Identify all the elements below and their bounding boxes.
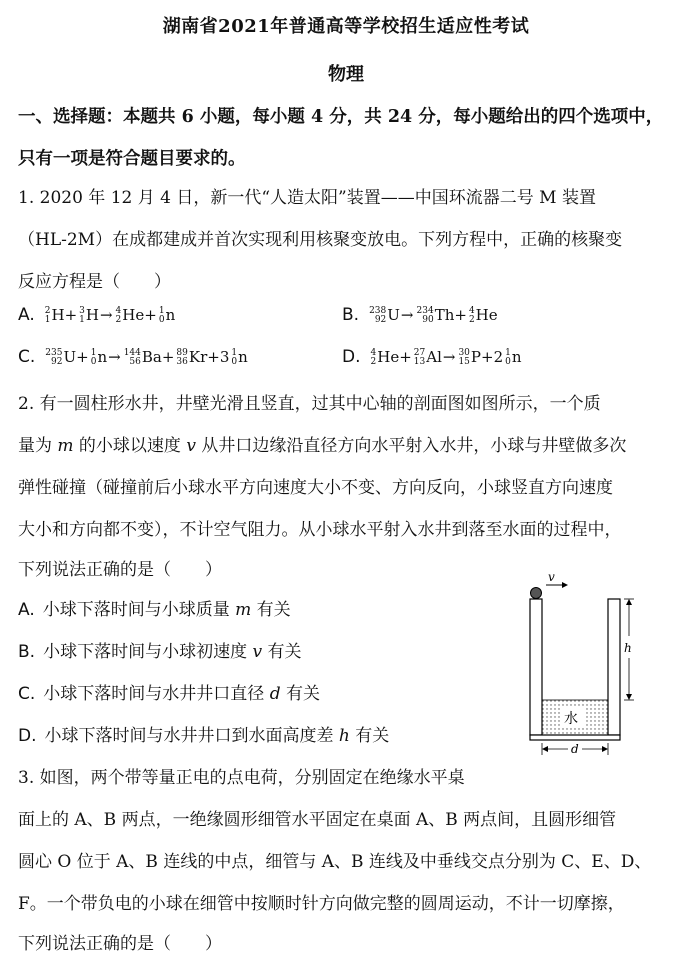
q2-option-b[interactable]: B. 小球下落时间与小球初速度 v 有关 <box>18 642 302 662</box>
nuclide-numbers <box>91 349 97 367</box>
nuclide-symbol: Kr <box>188 348 208 366</box>
q1-option-a-label: A. <box>18 305 35 325</box>
atomic-number: 0 <box>158 315 165 325</box>
q1-option-c-equation <box>43 348 248 366</box>
q1-option-b[interactable] <box>342 305 498 325</box>
atomic-number: 92 <box>51 357 63 367</box>
mass-number: 89 <box>176 348 188 358</box>
section-heading-line1: 一、选择题：本题共 6 小题，每小题 4 分，共 24 分，每小题给出的四个选项中， <box>18 107 664 127</box>
q1-option-a-equation <box>43 306 176 324</box>
equation-operator: +2 <box>481 348 504 366</box>
equation-operator: + <box>161 348 175 366</box>
atomic-number: 2 <box>468 315 475 325</box>
nuclide-symbol: Th <box>434 306 455 324</box>
q1-option-d-label: D. <box>342 347 361 367</box>
q3-stem-line5: 下列说法正确的是（ ） <box>18 934 222 954</box>
subject-title: 物理 <box>328 64 364 85</box>
q3-stem-line2: 面上的 A、B 两点，一绝缘圆形细管水平固定在桌面 A、B 两点间，且圆形细管 <box>18 810 617 830</box>
nuclide-symbol: He <box>377 348 400 366</box>
mass-number: 235 <box>45 348 63 358</box>
nuclide-numbers <box>45 307 51 325</box>
well-figure <box>510 572 650 760</box>
q3-stem-line1: 3. 如图，两个带等量正电的点电荷，分别固定在绝缘水平桌 <box>18 768 465 788</box>
nuclide-symbol: H <box>85 306 99 324</box>
nuclide-numbers <box>505 349 511 367</box>
nuclide-symbol: H <box>51 306 65 324</box>
q2-stem-line1: 2. 有一圆柱形水井，井壁光滑且竖直，过其中心轴的剖面图如图所示，一个质 <box>18 394 601 414</box>
equation-operator: → <box>108 348 121 366</box>
mass-number: 1 <box>158 306 165 316</box>
nuclide-numbers <box>45 349 62 367</box>
nuclide-symbol: Ba <box>141 348 162 366</box>
mass-number: 2 <box>44 306 51 316</box>
atomic-number: 13 <box>413 357 426 367</box>
q1-option-b-label: B. <box>342 305 360 325</box>
q2-stem-line3: 弹性碰撞（碰撞前后小球水平方向速度大小不变、方向反向，小球竖直方向速度 <box>18 478 613 498</box>
nuclide-numbers <box>159 307 165 325</box>
atomic-number: 1 <box>44 315 51 325</box>
atomic-number: 90 <box>422 315 434 325</box>
equation-operator: → <box>99 306 113 324</box>
nuclide-symbol: He <box>475 306 498 324</box>
mass-number: 234 <box>416 306 434 316</box>
atomic-number: 15 <box>458 357 470 367</box>
h-arrow-down <box>626 694 632 700</box>
nuclide-symbol: n <box>97 348 108 366</box>
d-arrow-right <box>602 746 608 752</box>
q2-option-a[interactable]: A. 小球下落时间与小球质量 m 有关 <box>18 600 291 620</box>
atomic-number: 0 <box>505 357 511 367</box>
d-arrow-left <box>542 746 548 752</box>
nuclide-numbers <box>371 349 377 367</box>
mass-number: 144 <box>123 348 141 358</box>
right-wall <box>608 599 620 735</box>
nuclide-numbers <box>414 349 425 367</box>
nuclide-numbers <box>469 307 475 325</box>
ball <box>531 588 542 599</box>
mass-number: 1 <box>90 348 97 358</box>
page-title: 湖南省2021年普通高等学校招生适应性考试 <box>162 16 530 37</box>
q2-stem-line4: 大小和方向都不变），不计空气阻力。从小球水平射入水井到落至水面的过程中， <box>18 520 622 540</box>
equation-operator: + <box>454 306 467 324</box>
atomic-number: 56 <box>129 357 141 367</box>
velocity-label: v <box>548 572 555 584</box>
atomic-number: 92 <box>374 315 387 325</box>
water-label: 水 <box>564 711 578 727</box>
q2-stem-line2: 量为 m 的小球以速度 v 从井口边缘沿直径方向水平射入水井，小球与井壁做多次 <box>18 436 627 456</box>
nuclide-symbol: U <box>387 306 400 324</box>
nuclide-numbers <box>124 349 141 367</box>
nuclide-symbol: n <box>511 348 522 366</box>
atomic-number: 1 <box>79 315 85 325</box>
q1-option-c-label: C. <box>18 347 36 367</box>
atomic-number: 2 <box>115 315 122 325</box>
nuclide-symbol: P <box>470 348 481 366</box>
mass-number: 1 <box>505 348 511 358</box>
q1-option-a[interactable] <box>18 305 175 325</box>
q2-stem-line5: 下列说法正确的是（ ） <box>18 560 222 580</box>
q3-stem-line4: F。一个带负电的小球在细管中按顺时针方向做完整的圆周运动，不计一切摩擦， <box>18 894 625 914</box>
q1-stem-line2: （HL-2M）在成都建成并首次实现利用核聚变放电。下列方程中，正确的核聚变 <box>18 230 623 250</box>
atomic-number: 36 <box>176 357 188 367</box>
nuclide-symbol: n <box>165 306 176 324</box>
q3-stem-line3: 圆心 O 位于 A、B 连线的中点，细管与 A、B 连线及中垂线交点分别为 C、E、D、 <box>18 852 652 872</box>
mass-number: 4 <box>115 306 122 316</box>
atomic-number: 0 <box>90 357 97 367</box>
q2-option-c[interactable]: C. 小球下落时间与水井井口直径 d 有关 <box>18 684 320 704</box>
nuclide-symbol: Al <box>426 348 442 366</box>
nuclide-numbers <box>458 349 469 367</box>
nuclide-symbol: He <box>122 306 145 324</box>
q1-stem-line1: 1. 2020 年 12 月 4 日，新一代“人造太阳”装置——中国环流器二号 M 装置 <box>18 188 596 208</box>
equation-operator: → <box>442 348 456 366</box>
atomic-number: 2 <box>370 357 377 367</box>
var-m: m <box>57 436 74 456</box>
left-wall <box>530 599 542 735</box>
equation-operator: + <box>399 348 412 366</box>
q1-option-c[interactable] <box>18 347 248 367</box>
d-label: d <box>571 742 579 756</box>
mass-number: 1 <box>231 348 238 358</box>
velocity-arrowhead <box>562 582 568 588</box>
nuclide-numbers <box>417 307 434 325</box>
nuclide-numbers <box>79 307 85 325</box>
nuclide-symbol: U <box>63 348 77 366</box>
var-v: v <box>186 436 196 456</box>
equation-operator: +3 <box>207 348 230 366</box>
equation-operator: + <box>76 348 89 366</box>
equation-operator: + <box>64 306 78 324</box>
q1-option-b-equation <box>367 306 498 324</box>
nuclide-symbol: n <box>238 348 248 366</box>
nuclide-numbers <box>116 307 122 325</box>
mass-number: 238 <box>369 306 387 316</box>
mass-number: 27 <box>413 348 426 358</box>
atomic-number: 0 <box>231 357 238 367</box>
h-label: h <box>624 641 632 655</box>
mass-number: 4 <box>468 306 475 316</box>
mass-number: 30 <box>458 348 470 358</box>
nuclide-numbers <box>231 349 237 367</box>
equation-operator: → <box>400 306 414 324</box>
nuclide-numbers <box>176 349 187 367</box>
equation-operator: + <box>144 306 157 324</box>
well-bottom <box>530 735 620 740</box>
h-arrow-up <box>626 599 632 605</box>
mass-number: 4 <box>370 348 377 358</box>
section-heading-line2: 只有一项是符合题目要求的。 <box>18 149 246 169</box>
q1-option-d[interactable] <box>342 347 522 367</box>
mass-number: 3 <box>79 306 85 316</box>
q1-option-d-equation <box>369 348 522 366</box>
q2-option-d[interactable]: D. 小球下落时间与水井井口到水面高度差 h 有关 <box>18 726 390 746</box>
nuclide-numbers <box>369 307 386 325</box>
q1-stem-line3: 反应方程是（ ） <box>18 272 171 292</box>
